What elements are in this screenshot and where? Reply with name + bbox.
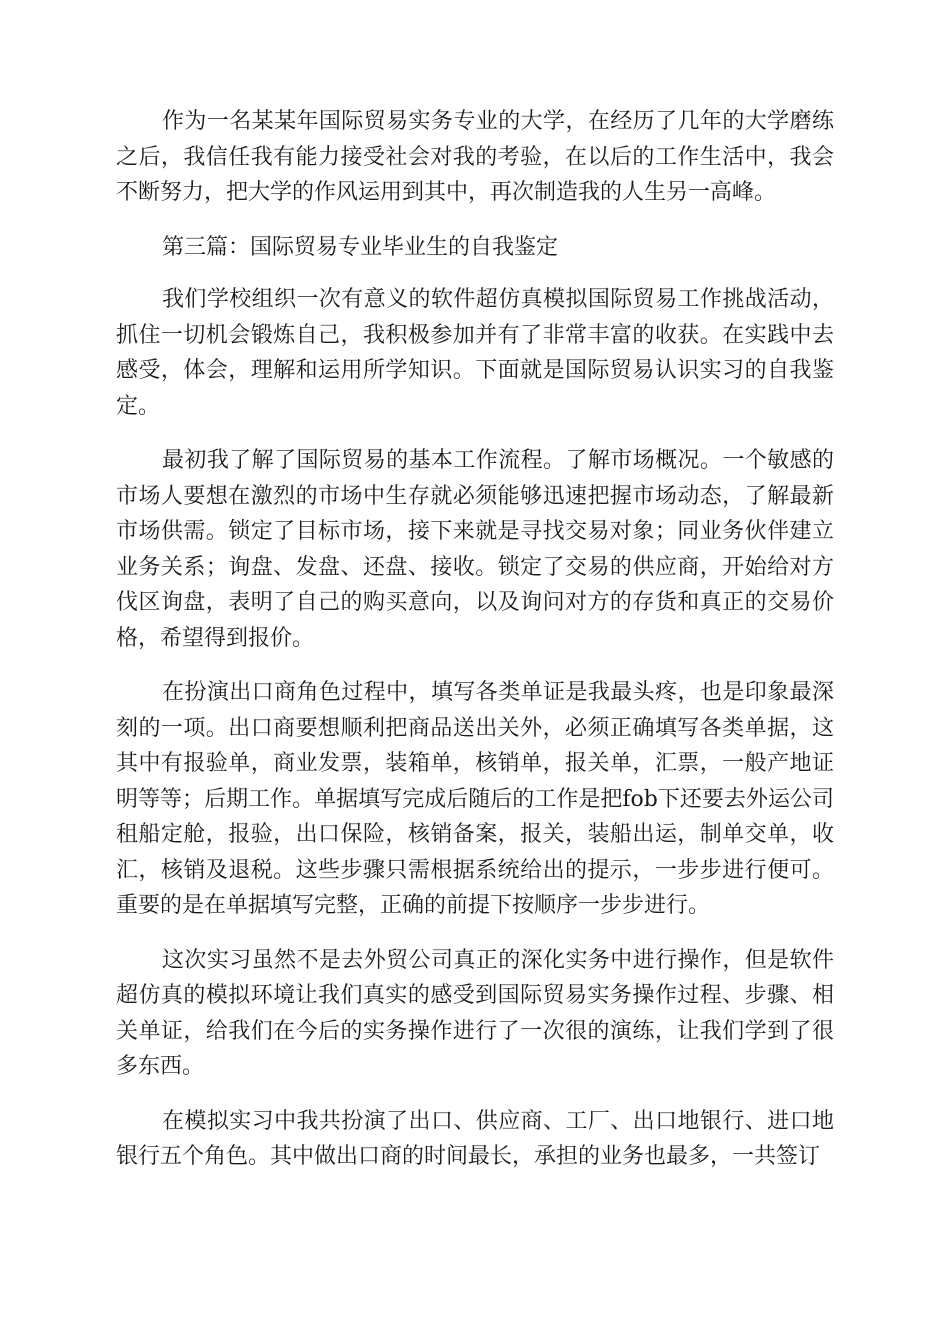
paragraph-closing-reflection: 作为一名某某年国际贸易实务专业的大学，在经历了几年的大学磨练之后，我信任我有能力接受社会对我的考验，在以后的工作生活中，我会不断努力，把大学的作风运用到其中，再次制造我的人生另一高峰。 xyxy=(116,109,834,205)
paragraph-roles: 在模拟实习中我共扮演了出口、供应商、工厂、出口地银行、进口地银行五个角色。其中做出口商的时间最长，承担的业务也最多，一共签订 xyxy=(116,1108,834,1169)
paragraph-exporter-role: 在扮演出口商角色过程中，填写各类单证是我最头疼，也是印象最深刻的一项。出口商要想顺利把商品送出关外，必须正确填写各类单据，这其中有报验单，商业发票，装箱单，核销单，报关单，汇票，一般产地证明等等；后期工作。单据填写完成后随后的工作是把fob下还要去外运公司租船定舱，报验，出口保险，核销备案，报关，装船出运，制单交单，收汇，核销及退税。这些步骤只需根据系统给出的提示，一步步进行便可。重要的是在单据填写完整，正确的前提下按顺序一步步进行。 xyxy=(116,680,834,918)
paragraph-simulation-value: 这次实习虽然不是去外贸公司真正的深化实务中进行操作，但是软件超仿真的模拟环境让我们真实的感受到国际贸易实务操作过程、步骤、相关单证，给我们在今后的实务操作进行了一次很的演练，让我们学到了很多东西。 xyxy=(116,947,834,1079)
paragraph-workflow: 最初我了解了国际贸易的基本工作流程。了解市场概况。一个敏感的市场人要想在激烈的市场中生存就必须能够迅速把握市场动态，了解最新市场供需。锁定了目标市场，接下来就是寻找交易对象；同业务伙伴建立业务关系；询盘、发盘、还盘、接收。锁定了交易的供应商，开始给对方伐区询盘，表明了自己的购买意向，以及询问对方的存货和真正的交易价格，希望得到报价。 xyxy=(116,448,834,651)
document-page xyxy=(116,104,834,1194)
section-heading: 第三篇：国际贸易专业毕业生的自我鉴定 xyxy=(162,234,559,260)
paragraph-intro: 我们学校组织一次有意义的软件超仿真模拟国际贸易工作挑战活动，抓住一切机会锻炼自己，我积极参加并有了非常丰富的收获。在实践中去感受，体会，理解和运用所学知识。下面就是国际贸易认识实习的自我鉴定。 xyxy=(116,287,834,419)
